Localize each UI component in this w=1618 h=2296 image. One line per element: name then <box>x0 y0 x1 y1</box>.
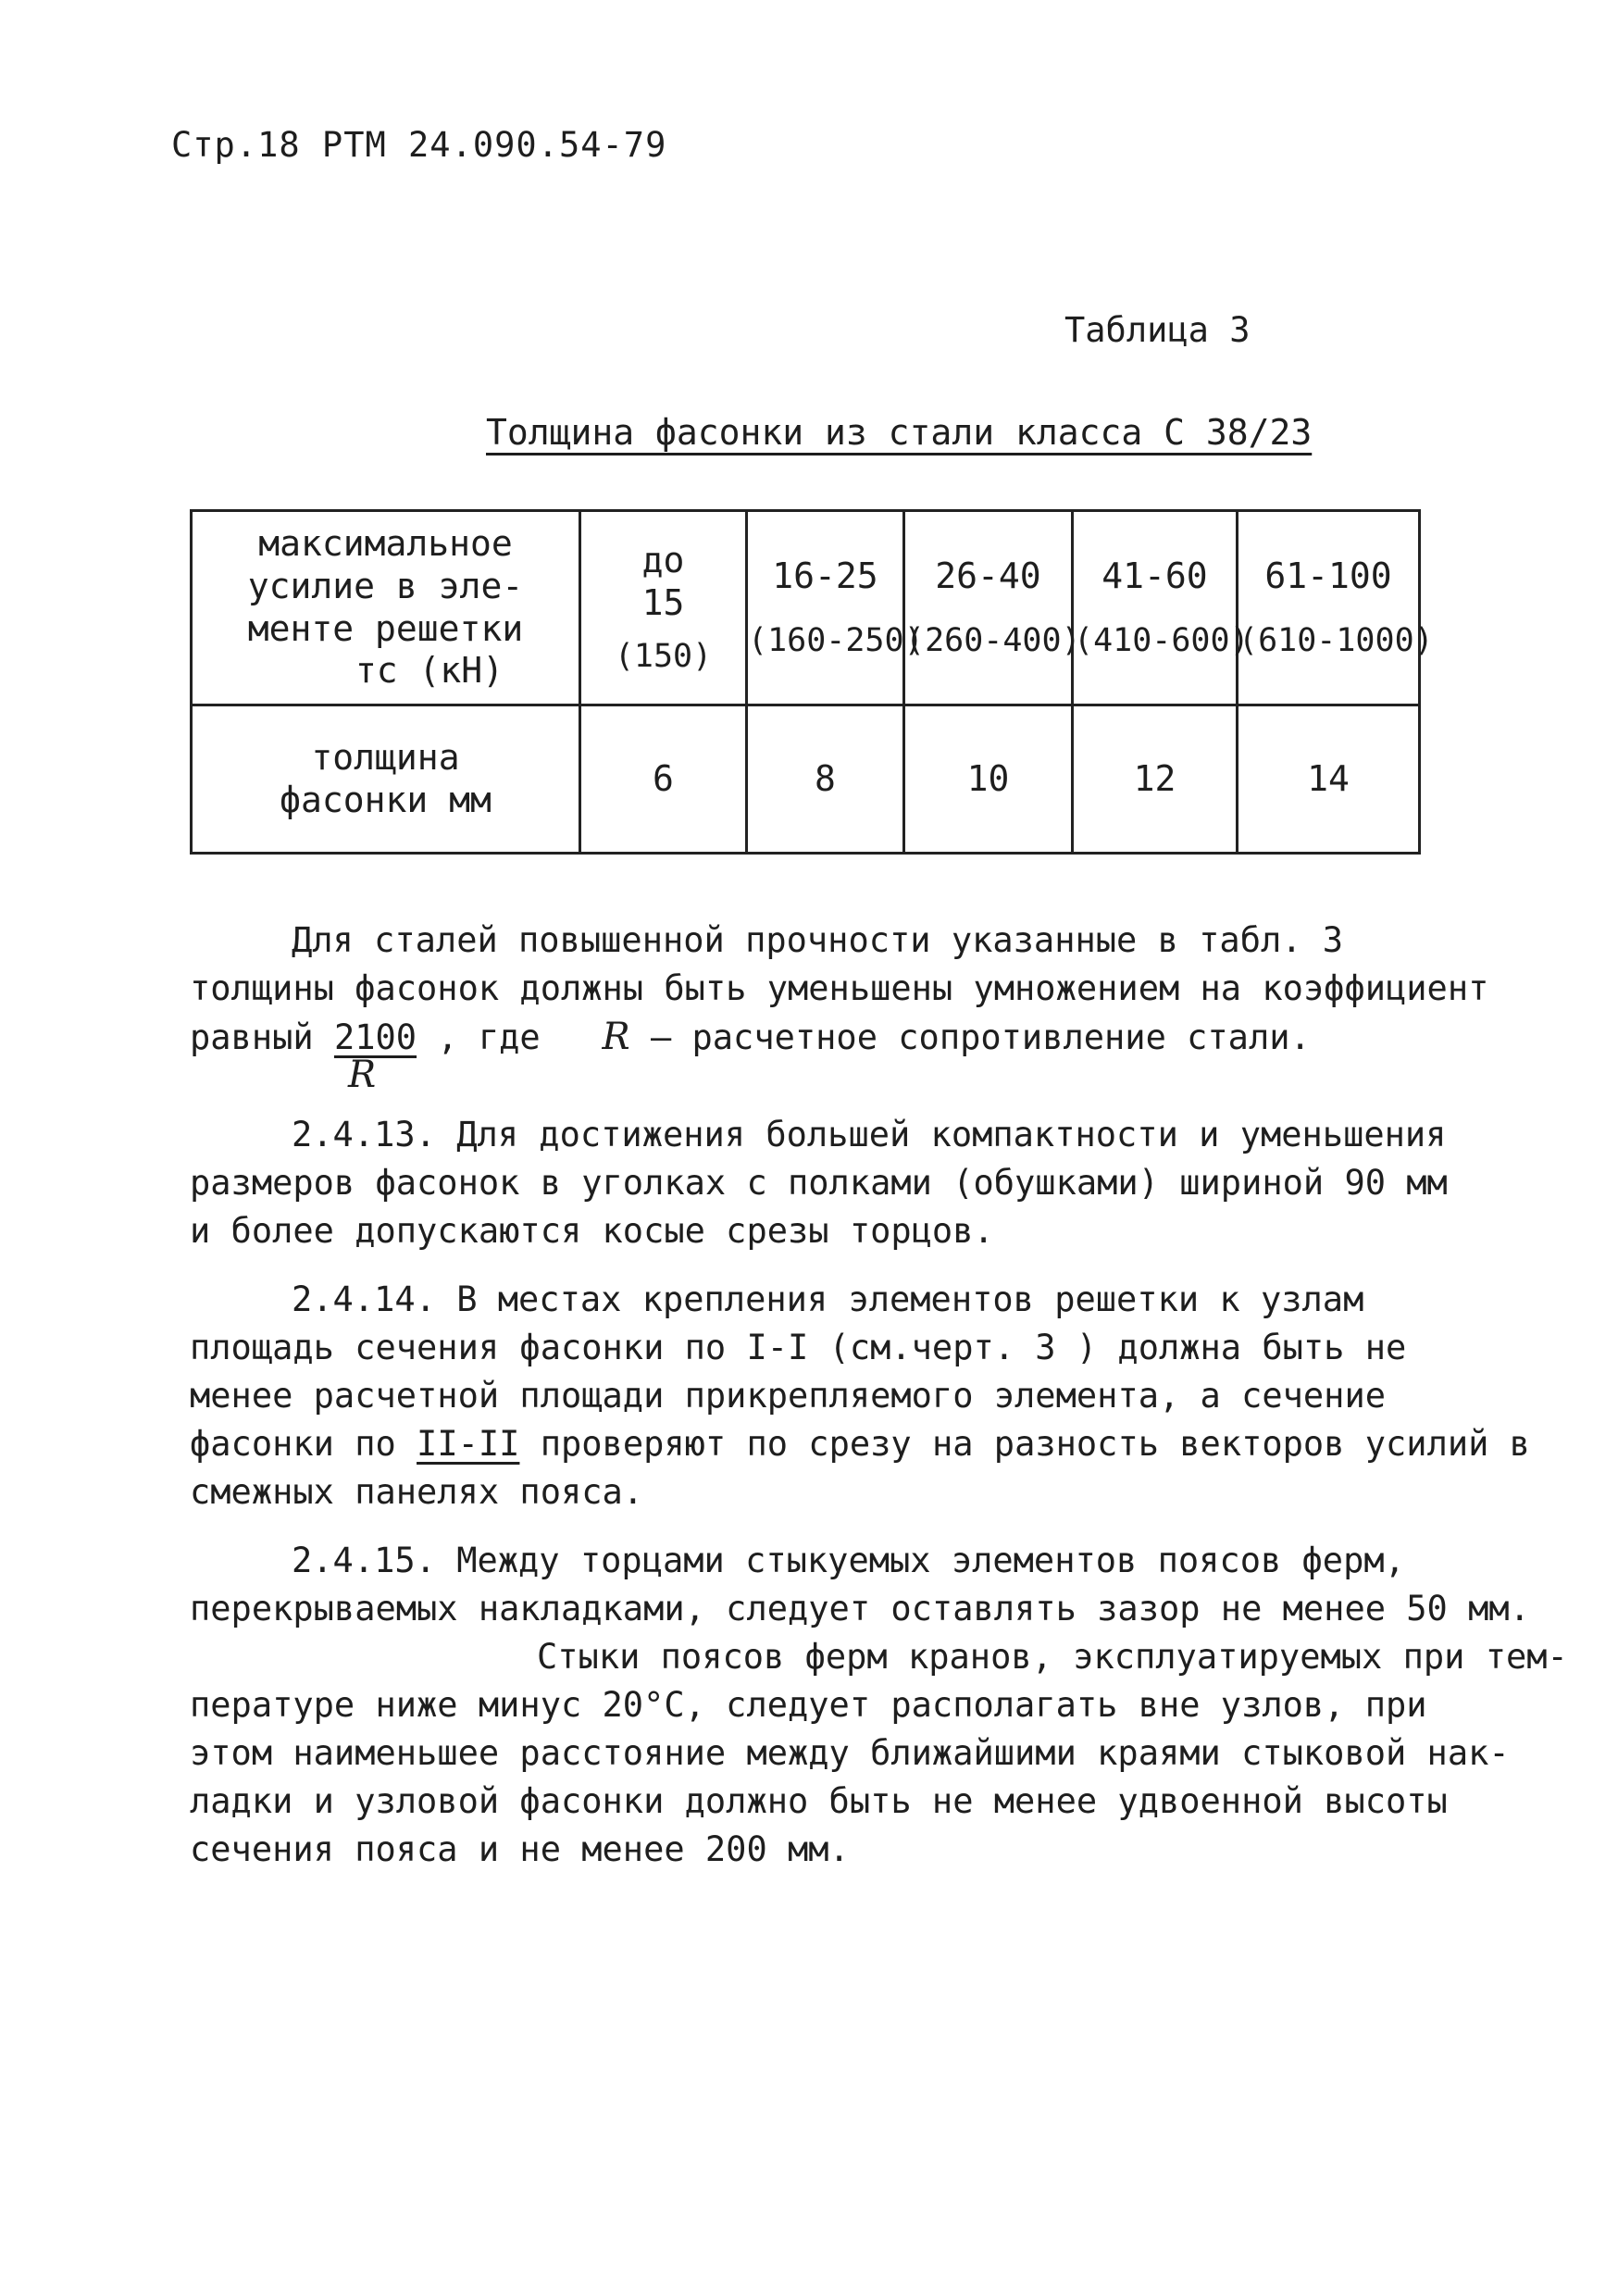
cell-value-kn: (410-600) <box>1074 622 1250 660</box>
text-fragment: , где <box>437 1017 541 1057</box>
cell-prefix: до <box>641 539 685 580</box>
row-header-line: усилие в эле- <box>247 565 524 606</box>
table-cell: 14 <box>1238 705 1420 854</box>
row-header-thickness <box>192 705 580 854</box>
fraction-numerator: 2100 <box>333 1017 417 1057</box>
table-cell <box>1238 511 1434 705</box>
cell-value-tc: 26-40 <box>935 555 1041 596</box>
cell-value-tc: 41-60 <box>1101 555 1208 596</box>
symbol-r: R <box>602 1016 630 1058</box>
table-title: Толщина фасонки из стали класса С 38/23 <box>486 412 1313 453</box>
table-cell <box>1073 511 1250 705</box>
cell-value-tc: 15 <box>641 581 685 623</box>
cell-value-tc: 61-100 <box>1264 555 1392 596</box>
row-header-force <box>192 511 580 705</box>
text-line: Стыки поясов ферм кранов, эксплуатируемых при тем- <box>537 1637 1568 1677</box>
text-line: сечения пояса и не менее 200 мм. <box>190 1829 850 1869</box>
page-header: Стр.18 РТМ 24.090.54-79 <box>171 125 667 165</box>
text-line: менее расчетной площади прикрепляемого элемента, а сечение <box>190 1376 1387 1416</box>
cell-value-kn: (260-400) <box>905 622 1081 660</box>
text-fragment: фасонки по <box>190 1424 396 1464</box>
section-ref: II-II <box>417 1424 520 1464</box>
table-row-thickness <box>192 705 1420 854</box>
text-fragment: проверяют по срезу на разность векторов усилий в <box>540 1424 1530 1464</box>
table-cell: 8 <box>747 705 904 854</box>
text-line: 2.4.13. Для достижения большей компактности и уменьшения <box>292 1115 1447 1154</box>
row-header-line: максимальное <box>258 523 513 565</box>
table-cell <box>904 511 1081 705</box>
text-line: толщины фасонок должны быть уменьшены умножением на коэффициент <box>190 968 1489 1008</box>
row-header-line: тс (кН) <box>355 650 504 692</box>
text-line-formula <box>190 1013 1513 1096</box>
gusset-thickness-table <box>190 509 1434 855</box>
table-cell: 12 <box>1073 705 1238 854</box>
fraction-denominator: R <box>347 1054 377 1096</box>
text-line: пературе ниже минус 20°С, следует располагать вне узлов, при <box>190 1685 1427 1725</box>
text-line: и более допускаются косые срезы торцов. <box>190 1211 994 1251</box>
text-line <box>190 1420 1530 1468</box>
text-line: площадь сечения фасонки по I-I (см.черт. 3 ) должна быть не <box>190 1328 1407 1367</box>
paragraph-2-4-13 <box>190 1111 1513 1255</box>
cell-value-kn: (150) <box>614 638 713 676</box>
cell-value-tc: 16-25 <box>772 555 878 596</box>
paragraph-coefficient <box>190 917 1513 1096</box>
text-line: перекрываемых накладками, следует оставлять зазор не менее 50 мм. <box>190 1589 1530 1628</box>
table-cell: 6 <box>580 705 747 854</box>
cell-value-kn: (610-1000) <box>1238 622 1434 660</box>
row-header-line: фасонки мм <box>280 779 492 820</box>
text-line: 2.4.14. В местах крепления элементов решетки к узлам <box>292 1279 1364 1319</box>
text-fragment: равный <box>190 1017 314 1057</box>
text-fragment: – расчетное сопротивление стали. <box>650 1017 1311 1057</box>
table-cell <box>580 511 747 705</box>
text-line: 2.4.15. Между торцами стыкуемых элементов поясов ферм, <box>292 1541 1405 1580</box>
cell-value-kn: (160-250) <box>748 622 924 660</box>
table-cell: 10 <box>904 705 1073 854</box>
text-line: размеров фасонок в уголках с полками (обушками) шириной 90 мм <box>190 1163 1448 1203</box>
table-cell <box>747 511 924 705</box>
text-line: смежных панелях пояса. <box>190 1472 644 1512</box>
row-header-line: толщина <box>311 736 460 778</box>
row-header-line: менте решетки <box>247 607 524 649</box>
text-line: ладки и узловой фасонки должно быть не менее удвоенной высоты <box>190 1781 1448 1821</box>
table-number: Таблица 3 <box>1064 310 1251 350</box>
table-row-force <box>192 511 1420 705</box>
paragraph-2-4-15 <box>190 1537 1568 1874</box>
text-line: этом наименьшее расстояние между ближайшими краями стыковой нак- <box>190 1733 1510 1773</box>
formula-fraction <box>333 1014 417 1096</box>
text-line: Для сталей повышенной прочности указанные в табл. 3 <box>292 920 1344 960</box>
paragraph-2-4-14 <box>190 1276 1530 1516</box>
